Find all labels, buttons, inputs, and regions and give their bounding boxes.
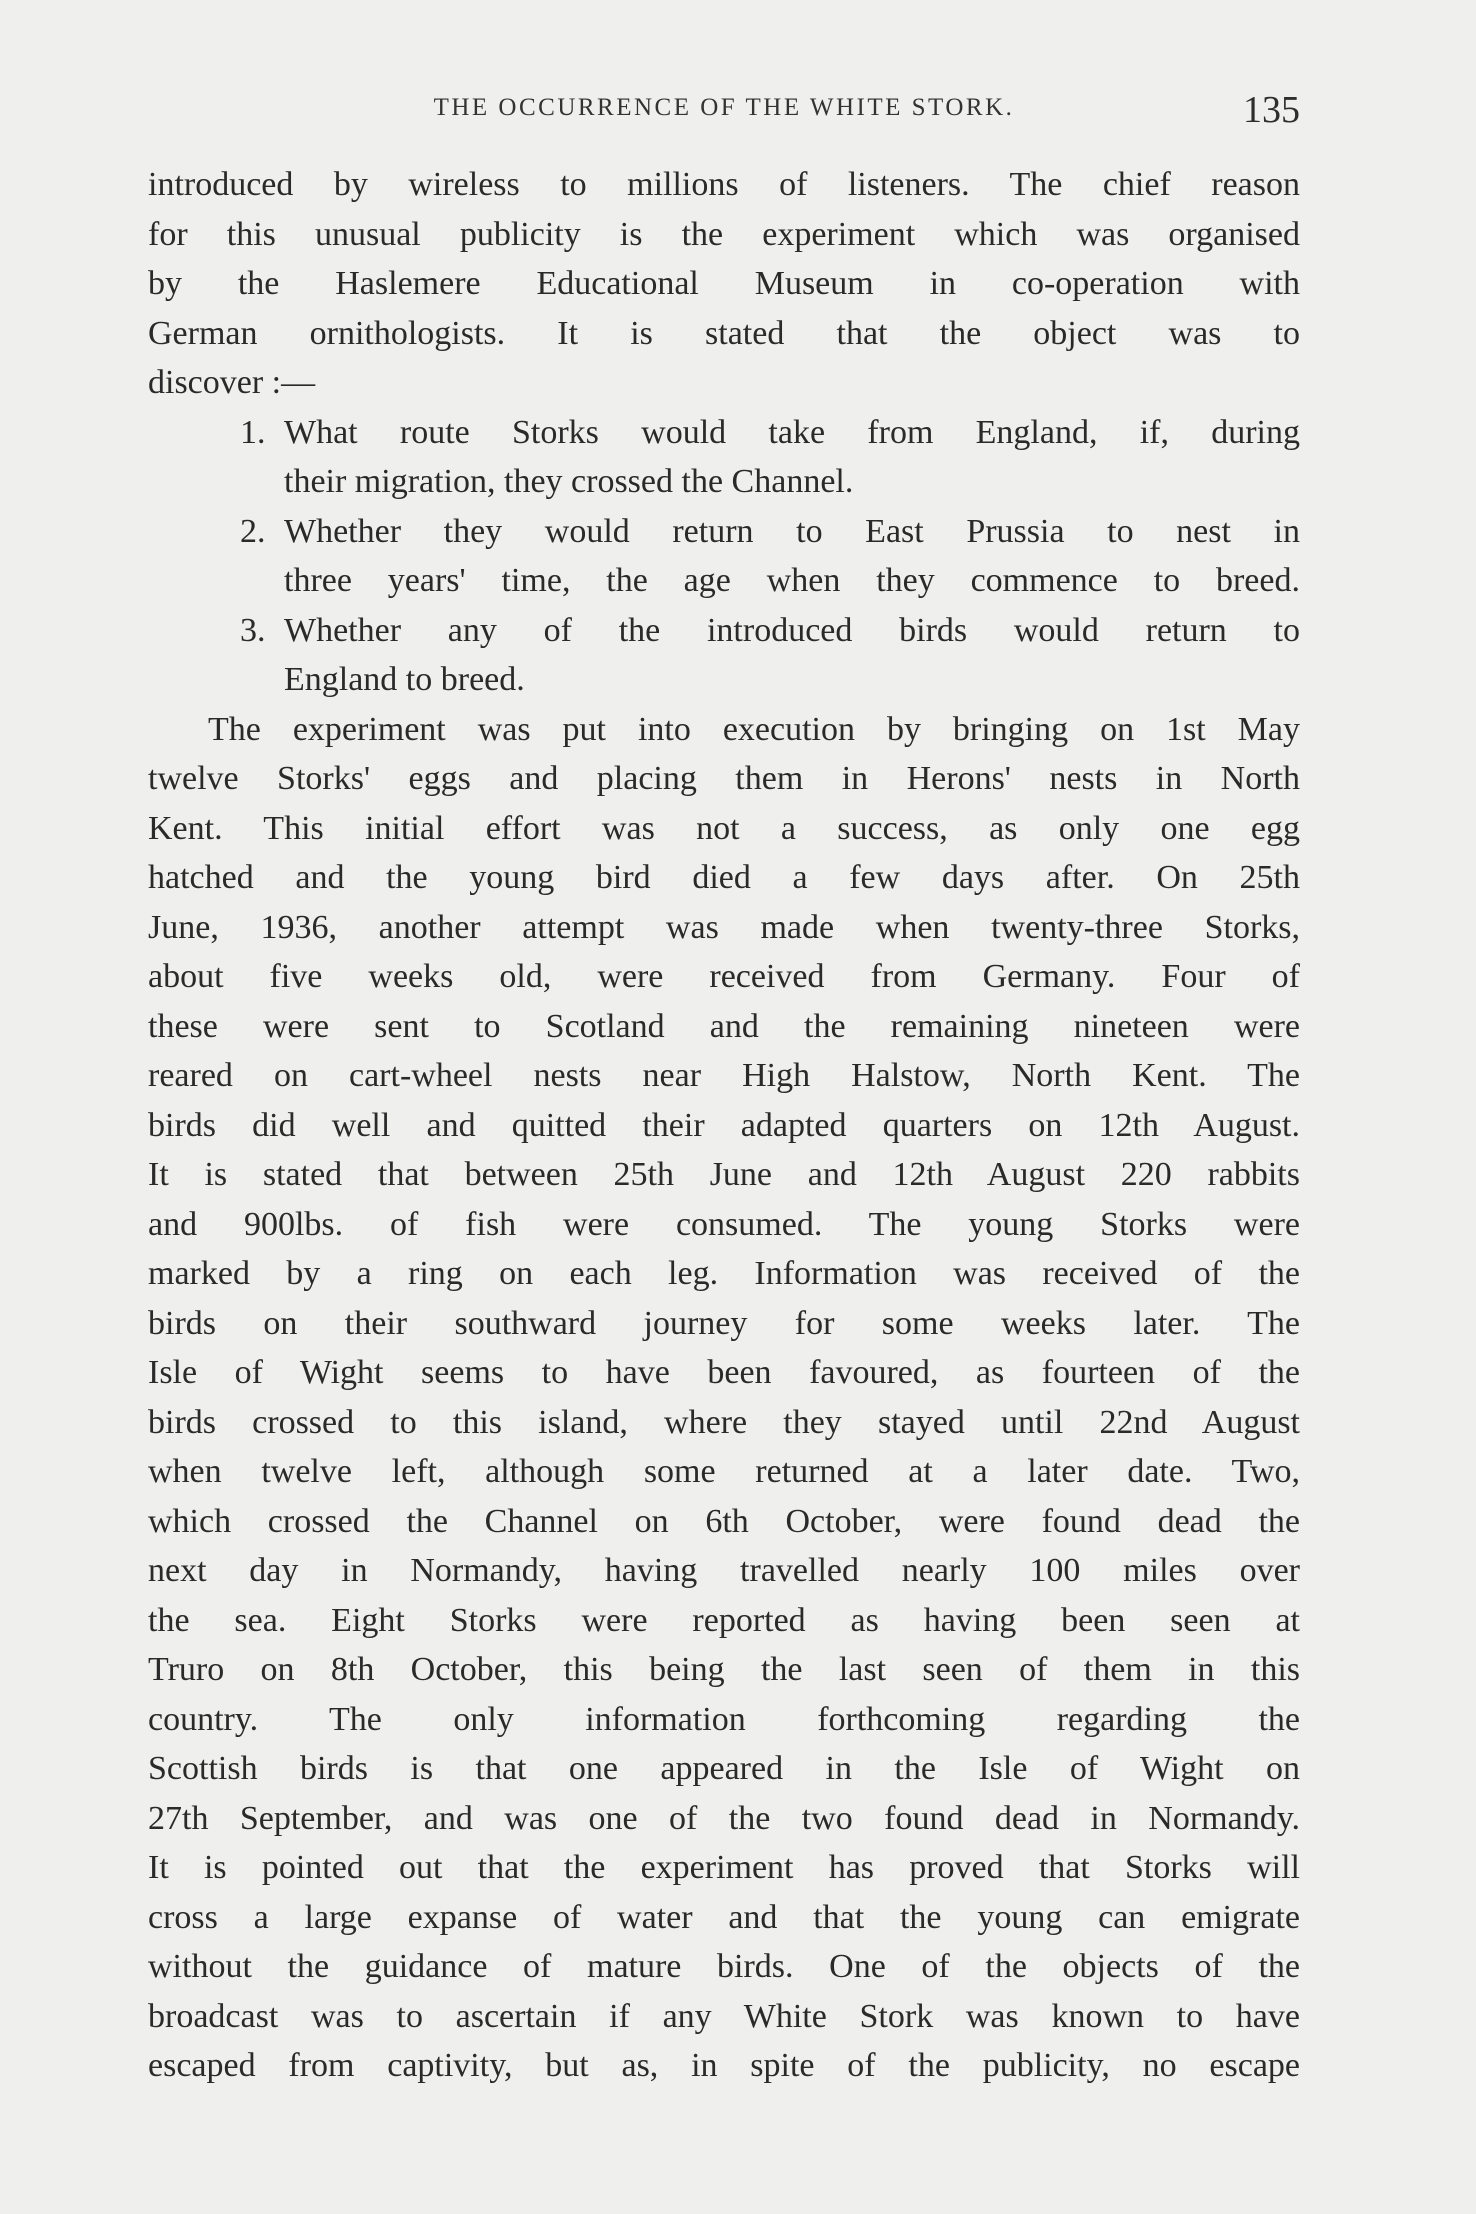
text-line: birds did well and quitted their adapted quarters on 12th August. — [148, 1106, 1300, 1144]
text-line: introduced by wireless to millions of listeners. The chief reason — [148, 166, 1300, 203]
text-line: three years' time, the age when they commence to breed. — [284, 562, 1300, 599]
text-line: Scottish birds is that one appeared in the Isle of Wight on — [148, 1750, 1300, 1787]
text-line: their migration, they crossed the Channel. — [284, 463, 854, 500]
text-line: which crossed the Channel on 6th October, were found dead the — [148, 1502, 1300, 1540]
text-line: 27th September, and was one of the two found dead in Normandy. — [148, 1799, 1300, 1837]
text-line: these were sent to Scotland and the remaining nineteen were — [148, 1007, 1300, 1045]
text-line: Kent. This initial effort was not a success, as only one egg — [148, 809, 1300, 847]
numbered-list — [148, 408, 1300, 705]
running-head — [148, 88, 1300, 138]
text-line: It is stated that between 25th June and 12th August 220 rabbits — [148, 1156, 1300, 1193]
text-line: without the guidance of mature birds. One of the objects of the — [148, 1948, 1300, 1985]
text-line: Truro on 8th October, this being the last seen of them in this — [148, 1651, 1300, 1688]
text-line: and 900lbs. of fish were consumed. The young Storks were — [148, 1205, 1300, 1243]
text-line: England to breed. — [284, 661, 525, 698]
text-line: It is pointed out that the experiment has proved that Storks will — [148, 1849, 1300, 1886]
page-number: 135 — [1243, 89, 1300, 131]
text-line: birds on their southward journey for some weeks later. The — [148, 1304, 1300, 1342]
text-line: birds crossed to this island, where they stayed until 22nd August — [148, 1403, 1300, 1441]
text-line: Whether any of the introduced birds would return to — [284, 611, 1300, 649]
text-line: country. The only information forthcoming regarding the — [148, 1700, 1300, 1738]
text-line: by the Haslemere Educational Museum in co-operation with — [148, 265, 1300, 302]
text-line: twelve Storks' eggs and placing them in Herons' nests in North — [148, 760, 1300, 797]
text-line: broadcast was to ascertain if any White Stork was known to have — [148, 1997, 1300, 2035]
body-text — [148, 160, 1300, 2091]
list-item — [148, 507, 1300, 606]
list-item — [148, 606, 1300, 705]
intro-paragraph — [148, 160, 1300, 408]
text-line: marked by a ring on each leg. Information was received of the — [148, 1255, 1300, 1292]
text-line: Whether they would return to East Prussia to nest in — [284, 512, 1300, 550]
text-line: Isle of Wight seems to have been favoured, as fourteen of the — [148, 1354, 1300, 1391]
main-paragraph — [148, 705, 1300, 2091]
text-line: discover :— — [148, 364, 316, 401]
running-title: THE OCCURRENCE OF THE WHITE STORK. — [433, 94, 1015, 121]
text-line: hatched and the young bird died a few days after. On 25th — [148, 859, 1300, 896]
list-item-number: 3. — [240, 611, 266, 649]
text-line: next day in Normandy, having travelled nearly 100 miles over — [148, 1552, 1300, 1589]
list-item-number: 1. — [240, 413, 266, 451]
text-line: German ornithologists. It is stated that the object was to — [148, 314, 1300, 352]
list-item-number: 2. — [240, 512, 266, 550]
text-line: when twelve left, although some returned at a later date. Two, — [148, 1453, 1300, 1490]
text-line: for this unusual publicity is the experiment which was organised — [148, 215, 1300, 253]
text-line: The experiment was put into execution by bringing on 1st May — [208, 710, 1300, 748]
text-line: What route Storks would take from England, if, during — [284, 413, 1300, 451]
text-line: June, 1936, another attempt was made when twenty-three Storks, — [148, 908, 1300, 946]
list-item — [148, 408, 1300, 507]
text-line: reared on cart-wheel nests near High Halstow, North Kent. The — [148, 1057, 1300, 1094]
text-line: cross a large expanse of water and that the young can emigrate — [148, 1898, 1300, 1936]
text-line: about five weeks old, were received from Germany. Four of — [148, 958, 1300, 995]
text-line: the sea. Eight Storks were reported as having been seen at — [148, 1601, 1300, 1639]
text-line: escaped from captivity, but as, in spite of the publicity, no escape — [148, 2047, 1300, 2084]
